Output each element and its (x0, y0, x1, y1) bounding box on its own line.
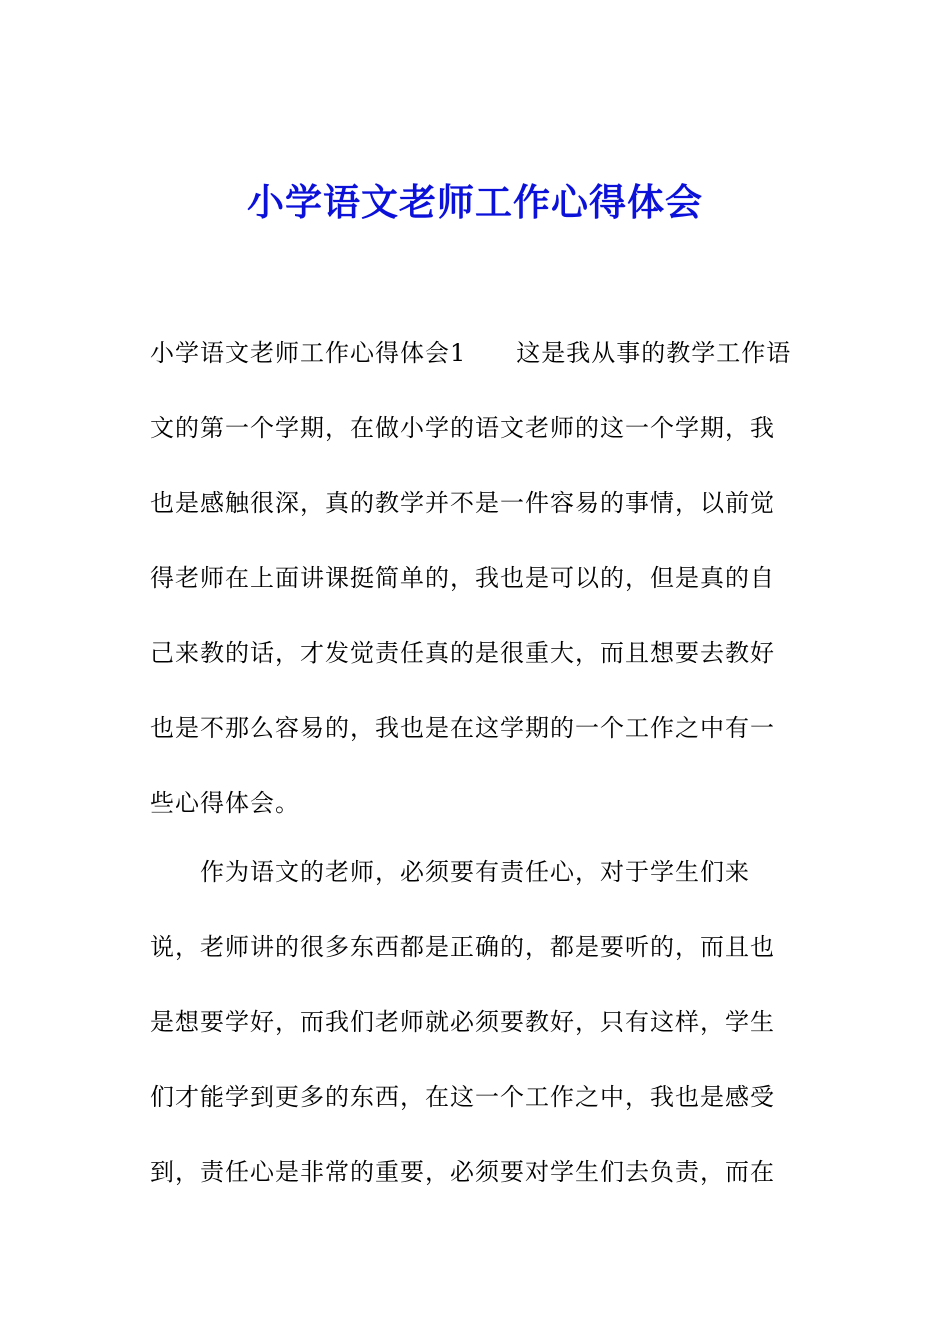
text-line: 己来教的话，才发觉责任真的是很重大，而且想要去教好 (150, 639, 775, 667)
document-title: 小学语文老师工作心得体会 (247, 180, 703, 224)
text-line: 文的第一个学期，在做小学的语文老师的这一个学期，我 (150, 414, 775, 442)
text-line: 说，老师讲的很多东西都是正确的，都是要听的，而且也 (150, 933, 775, 961)
text-line: 得老师在上面讲课挺简单的，我也是可以的，但是真的自 (150, 564, 775, 592)
paragraph-2 (150, 835, 810, 1210)
text-line: 小学语文老师工作心得体会1 这是我从事的教学工作语 (150, 339, 792, 367)
text-line: 们才能学到更多的东西，在这一个工作之中，我也是感受 (150, 1083, 775, 1111)
paragraph-1 (150, 316, 810, 841)
text-line: 是想要学好，而我们老师就必须要教好，只有这样，学生 (150, 1008, 775, 1036)
text-line: 也是感触很深，真的教学并不是一件容易的事情，以前觉 (150, 489, 775, 517)
text-line: 些心得体会。 (150, 789, 300, 817)
text-line: 作为语文的老师，必须要有责任心，对于学生们来 (150, 858, 750, 886)
text-line: 也是不那么容易的，我也是在这学期的一个工作之中有一 (150, 714, 775, 742)
text-line: 到，责任心是非常的重要，必须要对学生们去负责，而在 (150, 1158, 775, 1186)
